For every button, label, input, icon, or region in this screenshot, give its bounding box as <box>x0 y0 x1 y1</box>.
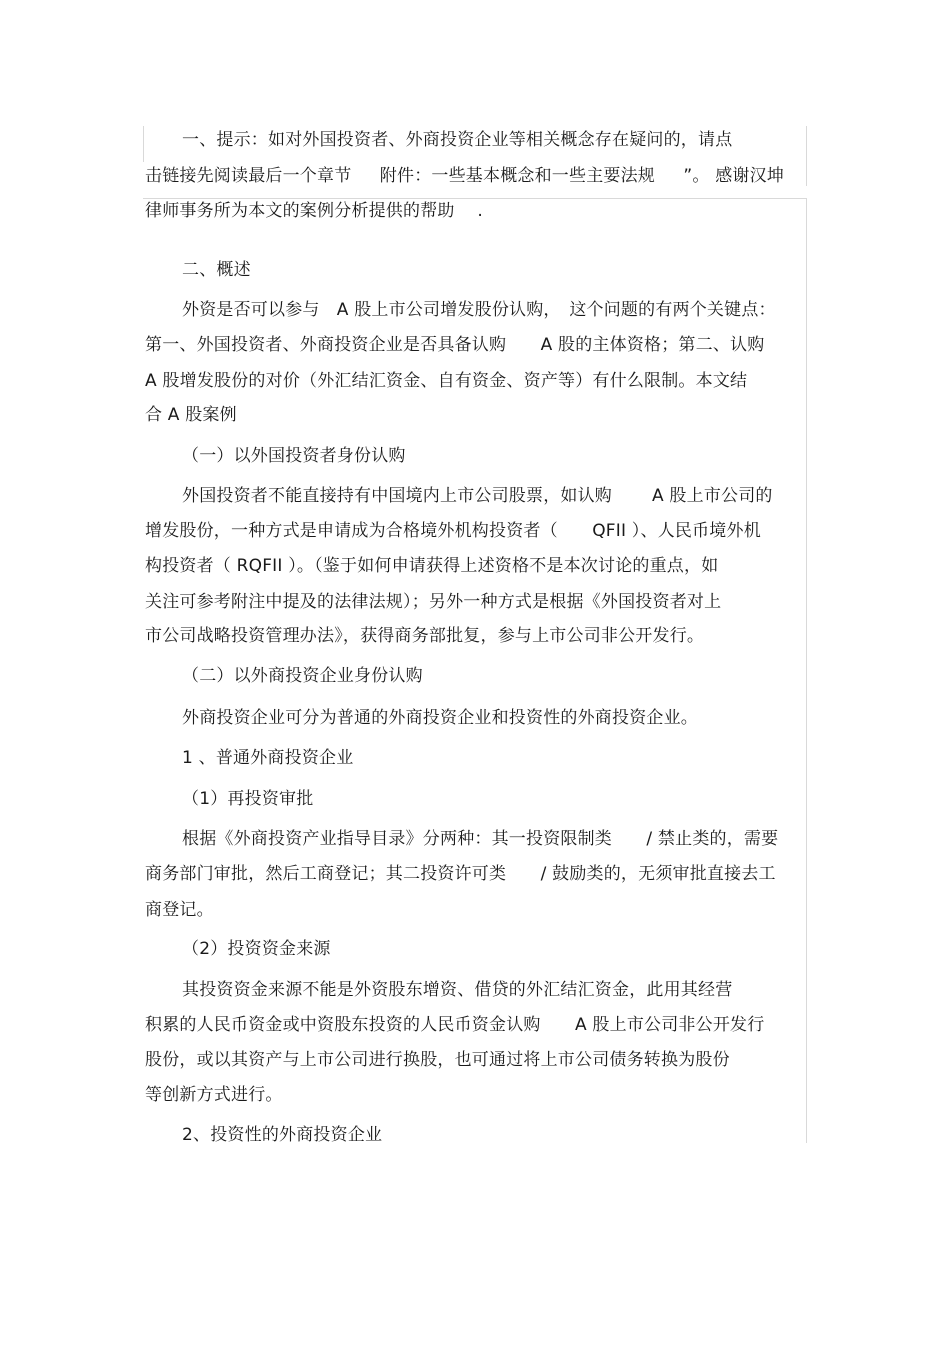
heading-reinvestment-approval: （1）再投资审批 <box>182 789 314 809</box>
fie-intro: 外商投资企业可分为普通的外商投资企业和投资性的外商投资企业。 <box>182 708 698 728</box>
heading-investment-fie: 2、投资性的外商投资企业 <box>182 1125 383 1145</box>
funding-line-1: 其投资资金来源不能是外资股东增资、借贷的外汇结汇资金，此用其经营 <box>182 980 733 1000</box>
border-right-body <box>806 198 807 1143</box>
overview-line-2: 第一、外国投资者、外商投资企业是否具备认购 A 股的主体资格；第二、认购 <box>145 335 765 355</box>
foreign-line-5: 市公司战略投资管理办法》，获得商务部批复，参与上市公司非公开发行。 <box>145 626 705 646</box>
approval-line-3: 商登记。 <box>145 900 214 920</box>
heading-funding-source: （2）投资资金来源 <box>182 939 331 959</box>
section-heading-overview: 二、概述 <box>182 260 251 280</box>
foreign-line-4: 关注可参考附注中提及的法律法规）；另外一种方式是根据《外国投资者对上 <box>145 592 722 612</box>
foreign-line-1: 外国投资者不能直接持有中国境内上市公司股票，如认购 A 股上市公司的 <box>182 486 773 506</box>
heading-ordinary-fie: 1 、普通外商投资企业 <box>182 748 354 768</box>
funding-line-3: 股份，或以其资产与上市公司进行换股，也可通过将上市公司债务转换为股份 <box>145 1050 730 1070</box>
intro-line-1: 一、提示：如对外国投资者、外商投资企业等相关概念存在疑问的，请点 <box>182 130 733 150</box>
approval-line-1: 根据《外商投资产业指导目录》分两种：其一投资限制类 / 禁止类的，需要 <box>182 829 779 849</box>
overview-line-3: A 股增发股份的对价（外汇结汇资金、自有资金、资产等）有什么限制。本文结 <box>145 371 748 391</box>
foreign-line-3: 构投资者（ RQFII ）。（鉴于如何申请获得上述资格不是本次讨论的重点，如 <box>145 556 719 576</box>
border-top-box <box>143 198 807 199</box>
border-right-top <box>806 126 807 186</box>
approval-line-2: 商务部门审批，然后工商登记；其二投资许可类 / 鼓励类的，无须审批直接去工 <box>145 864 776 884</box>
subheading-fie: （二）以外商投资企业身份认购 <box>182 666 423 686</box>
intro-line-2: 击链接先阅读最后一个章节 附件：一些基本概念和一些主要法规 ”。 感谢汉坤 <box>145 166 785 186</box>
funding-line-4: 等创新方式进行。 <box>145 1085 283 1105</box>
intro-line-3: 律师事务所为本文的案例分析提供的帮助 . <box>145 201 484 221</box>
overview-line-4: 合 A 股案例 <box>145 405 237 425</box>
overview-line-1: 外资是否可以参与 A 股上市公司增发股份认购， 这个问题的有两个关键点： <box>182 300 776 320</box>
subheading-foreign-investor: （一）以外国投资者身份认购 <box>182 446 406 466</box>
border-left-top <box>143 126 144 162</box>
funding-line-2: 积累的人民币资金或中资股东投资的人民币资金认购 A 股上市公司非公开发行 <box>145 1015 765 1035</box>
foreign-line-2: 增发股份，一种方式是申请成为合格境外机构投资者（ QFII ）、人民币境外机 <box>145 521 761 541</box>
